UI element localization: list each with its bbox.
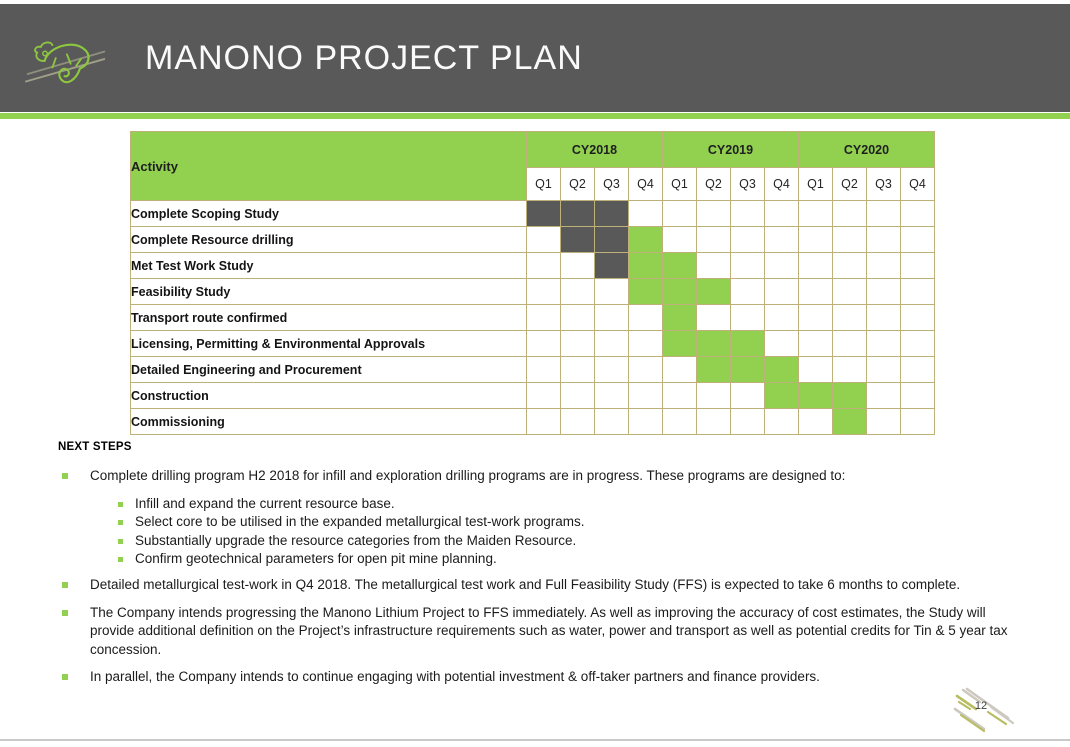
gantt-year-header-1: CY2019	[663, 132, 799, 168]
gantt-cell-1-2	[595, 227, 629, 253]
gantt-cell-3-6	[731, 279, 765, 305]
sub-bullet-item	[118, 550, 1015, 569]
gantt-activity-label: Commissioning	[131, 409, 527, 435]
gantt-cell-4-5	[697, 305, 731, 331]
gantt-cell-0-11	[901, 201, 935, 227]
gantt-cell-4-8	[799, 305, 833, 331]
gantt-cell-5-3	[629, 331, 663, 357]
gantt-quarter-header-0-0: Q1	[527, 168, 561, 201]
gantt-cell-0-2	[595, 201, 629, 227]
gantt-cell-5-8	[799, 331, 833, 357]
gantt-cell-2-3	[629, 253, 663, 279]
gantt-cell-0-3	[629, 201, 663, 227]
gantt-cell-2-11	[901, 253, 935, 279]
gantt-activity-label: Complete Scoping Study	[131, 201, 527, 227]
gantt-cell-6-11	[901, 357, 935, 383]
gantt-cell-7-10	[867, 383, 901, 409]
gantt-quarter-header-0-1: Q2	[561, 168, 595, 201]
gantt-cell-5-4	[663, 331, 697, 357]
gantt-row	[131, 331, 935, 357]
gantt-cell-7-9	[833, 383, 867, 409]
gantt-quarter-header-1-2: Q3	[731, 168, 765, 201]
gantt-cell-8-8	[799, 409, 833, 435]
bullet-text: Detailed metallurgical test-work in Q4 2018. The metallurgical test work and Full Feasibility Study (FFS) is expected to take 6 months to complete.	[90, 576, 961, 592]
bullet-square-icon	[62, 610, 68, 616]
gantt-cell-1-1	[561, 227, 595, 253]
gantt-row	[131, 383, 935, 409]
gantt-cell-2-1	[561, 253, 595, 279]
gantt-cell-8-7	[765, 409, 799, 435]
gantt-cell-5-9	[833, 331, 867, 357]
gantt-activity-label: Licensing, Permitting & Environmental Approvals	[131, 331, 527, 357]
gantt-cell-0-6	[731, 201, 765, 227]
gantt-activity-label: Construction	[131, 383, 527, 409]
gantt-quarter-header-2-1: Q2	[833, 168, 867, 201]
gantt-cell-0-8	[799, 201, 833, 227]
gantt-cell-7-7	[765, 383, 799, 409]
gantt-cell-4-2	[595, 305, 629, 331]
header-bar	[0, 4, 1070, 112]
gantt-cell-1-9	[833, 227, 867, 253]
gantt-quarter-header-1-3: Q4	[765, 168, 799, 201]
gantt-cell-5-6	[731, 331, 765, 357]
gantt-cell-7-2	[595, 383, 629, 409]
gantt-cell-2-9	[833, 253, 867, 279]
gantt-cell-7-6	[731, 383, 765, 409]
gantt-cell-6-0	[527, 357, 561, 383]
gantt-cell-1-0	[527, 227, 561, 253]
gantt-activity-label: Feasibility Study	[131, 279, 527, 305]
gantt-cell-6-4	[663, 357, 697, 383]
sub-bullet-square-icon	[118, 539, 123, 544]
gantt-quarter-header-0-2: Q3	[595, 168, 629, 201]
gantt-cell-6-7	[765, 357, 799, 383]
next-steps-list	[58, 467, 1015, 687]
gantt-cell-6-5	[697, 357, 731, 383]
gantt-cell-2-10	[867, 253, 901, 279]
bullet-square-icon	[62, 473, 68, 479]
gantt-cell-0-5	[697, 201, 731, 227]
gantt-activity-label: Transport route confirmed	[131, 305, 527, 331]
chameleon-logo-icon	[24, 26, 108, 94]
gantt-cell-2-2	[595, 253, 629, 279]
gantt-cell-7-1	[561, 383, 595, 409]
bullet-square-icon	[62, 674, 68, 680]
gantt-cell-3-7	[765, 279, 799, 305]
gantt-cell-5-2	[595, 331, 629, 357]
bullet-text: The Company intends progressing the Manono Lithium Project to FFS immediately. As well as improving the accuracy of cost estimates, the Study will provide additional definition on the Project’s infrastructure requirements such as water, power and transport as well as potential credits for Tin & 5 year tax concession.	[90, 604, 1008, 657]
gantt-cell-7-0	[527, 383, 561, 409]
slide-bottom-border	[0, 739, 1070, 741]
gantt-cell-4-4	[663, 305, 697, 331]
gantt-cell-0-10	[867, 201, 901, 227]
page-title: MANONO PROJECT PLAN	[145, 38, 583, 77]
gantt-cell-6-9	[833, 357, 867, 383]
bullet-item	[58, 604, 1015, 660]
gantt-cell-3-0	[527, 279, 561, 305]
gantt-cell-5-7	[765, 331, 799, 357]
gantt-row	[131, 279, 935, 305]
sub-bullet-text: Confirm geotechnical parameters for open pit mine planning.	[135, 551, 497, 567]
bullet-square-icon	[62, 582, 68, 588]
gantt-quarter-header-2-2: Q3	[867, 168, 901, 201]
gantt-cell-1-7	[765, 227, 799, 253]
gantt-cell-6-1	[561, 357, 595, 383]
gantt-activity-header: Activity	[131, 132, 527, 201]
next-steps-section	[58, 441, 1015, 696]
gantt-cell-8-5	[697, 409, 731, 435]
gantt-cell-8-9	[833, 409, 867, 435]
gantt-cell-3-1	[561, 279, 595, 305]
bullet-item	[58, 668, 1015, 687]
gantt-cell-6-8	[799, 357, 833, 383]
sub-bullet-text: Infill and expand the current resource base.	[135, 495, 395, 511]
gantt-cell-0-1	[561, 201, 595, 227]
gantt-cell-7-4	[663, 383, 697, 409]
gantt-quarter-header-2-0: Q1	[799, 168, 833, 201]
gantt-cell-1-6	[731, 227, 765, 253]
gantt-cell-3-11	[901, 279, 935, 305]
gantt-cell-2-5	[697, 253, 731, 279]
gantt-cell-8-6	[731, 409, 765, 435]
gantt-cell-3-4	[663, 279, 697, 305]
gantt-year-header-0: CY2018	[527, 132, 663, 168]
gantt-cell-4-6	[731, 305, 765, 331]
gantt-row	[131, 409, 935, 435]
gantt-activity-label: Detailed Engineering and Procurement	[131, 357, 527, 383]
sub-bullet-square-icon	[118, 557, 123, 562]
sub-bullet-text: Select core to be utilised in the expanded metallurgical test-work programs.	[135, 514, 585, 530]
gantt-cell-8-2	[595, 409, 629, 435]
sub-bullet-item	[118, 495, 1015, 514]
gantt-quarter-header-2-3: Q4	[901, 168, 935, 201]
gantt-cell-8-4	[663, 409, 697, 435]
gantt-cell-1-3	[629, 227, 663, 253]
gantt-cell-1-8	[799, 227, 833, 253]
sub-bullet-square-icon	[118, 520, 123, 525]
gantt-row	[131, 305, 935, 331]
gantt-table	[130, 131, 935, 435]
gantt-cell-3-3	[629, 279, 663, 305]
gantt-cell-5-10	[867, 331, 901, 357]
gantt-cell-7-5	[697, 383, 731, 409]
gantt-cell-6-2	[595, 357, 629, 383]
gantt-cell-1-11	[901, 227, 935, 253]
gantt-cell-3-8	[799, 279, 833, 305]
gantt-quarter-header-1-0: Q1	[663, 168, 697, 201]
gantt-cell-2-0	[527, 253, 561, 279]
gantt-cell-6-10	[867, 357, 901, 383]
gantt-cell-7-11	[901, 383, 935, 409]
gantt-cell-8-1	[561, 409, 595, 435]
bullet-item	[58, 576, 1015, 595]
bullet-text: In parallel, the Company intends to continue engaging with potential investment & off-taker partners and finance providers.	[90, 669, 820, 685]
gantt-cell-6-3	[629, 357, 663, 383]
gantt-activity-label: Met Test Work Study	[131, 253, 527, 279]
sub-bullet-list	[118, 495, 1015, 569]
gantt-cell-8-0	[527, 409, 561, 435]
gantt-cell-8-10	[867, 409, 901, 435]
gantt-cell-8-3	[629, 409, 663, 435]
gantt-cell-3-10	[867, 279, 901, 305]
gantt-cell-4-7	[765, 305, 799, 331]
gantt-cell-4-1	[561, 305, 595, 331]
gantt-cell-4-10	[867, 305, 901, 331]
gantt-row	[131, 201, 935, 227]
gantt-year-header-2: CY2020	[799, 132, 935, 168]
gantt-cell-3-9	[833, 279, 867, 305]
gantt-activity-label: Complete Resource drilling	[131, 227, 527, 253]
next-steps-heading: NEXT STEPS	[58, 441, 132, 453]
header-accent-strip	[0, 113, 1070, 119]
gantt-cell-3-5	[697, 279, 731, 305]
gantt-cell-2-4	[663, 253, 697, 279]
bullet-item	[58, 467, 1015, 486]
gantt-quarter-header-1-1: Q2	[697, 168, 731, 201]
gantt-cell-5-1	[561, 331, 595, 357]
gantt-cell-6-6	[731, 357, 765, 383]
sub-bullet-item	[118, 513, 1015, 532]
sub-bullet-text: Substantially upgrade the resource categories from the Maiden Resource.	[135, 532, 577, 548]
gantt-cell-4-0	[527, 305, 561, 331]
gantt-row	[131, 357, 935, 383]
gantt-cell-3-2	[595, 279, 629, 305]
gantt-cell-1-10	[867, 227, 901, 253]
gantt-quarter-header-0-3: Q4	[629, 168, 663, 201]
gantt-cell-5-11	[901, 331, 935, 357]
gantt-cell-1-4	[663, 227, 697, 253]
gantt-cell-5-5	[697, 331, 731, 357]
gantt-cell-4-3	[629, 305, 663, 331]
gantt-cell-2-7	[765, 253, 799, 279]
page-number: 12	[974, 700, 988, 712]
gantt-cell-4-9	[833, 305, 867, 331]
gantt-cell-0-7	[765, 201, 799, 227]
gantt-cell-8-11	[901, 409, 935, 435]
gantt-cell-0-4	[663, 201, 697, 227]
gantt-cell-4-11	[901, 305, 935, 331]
gantt-cell-2-6	[731, 253, 765, 279]
gantt-cell-2-8	[799, 253, 833, 279]
sub-bullet-square-icon	[118, 502, 123, 507]
gantt-cell-1-5	[697, 227, 731, 253]
sub-bullet-item	[118, 532, 1015, 551]
gantt-cell-0-0	[527, 201, 561, 227]
gantt-row	[131, 227, 935, 253]
gantt-cell-7-3	[629, 383, 663, 409]
gantt-cell-7-8	[799, 383, 833, 409]
gantt-row	[131, 253, 935, 279]
bullet-text: Complete drilling program H2 2018 for infill and exploration drilling programs are in progress. These programs are designed to:	[90, 468, 846, 483]
gantt-cell-0-9	[833, 201, 867, 227]
gantt-cell-5-0	[527, 331, 561, 357]
gantt-year-header-row	[131, 132, 935, 168]
